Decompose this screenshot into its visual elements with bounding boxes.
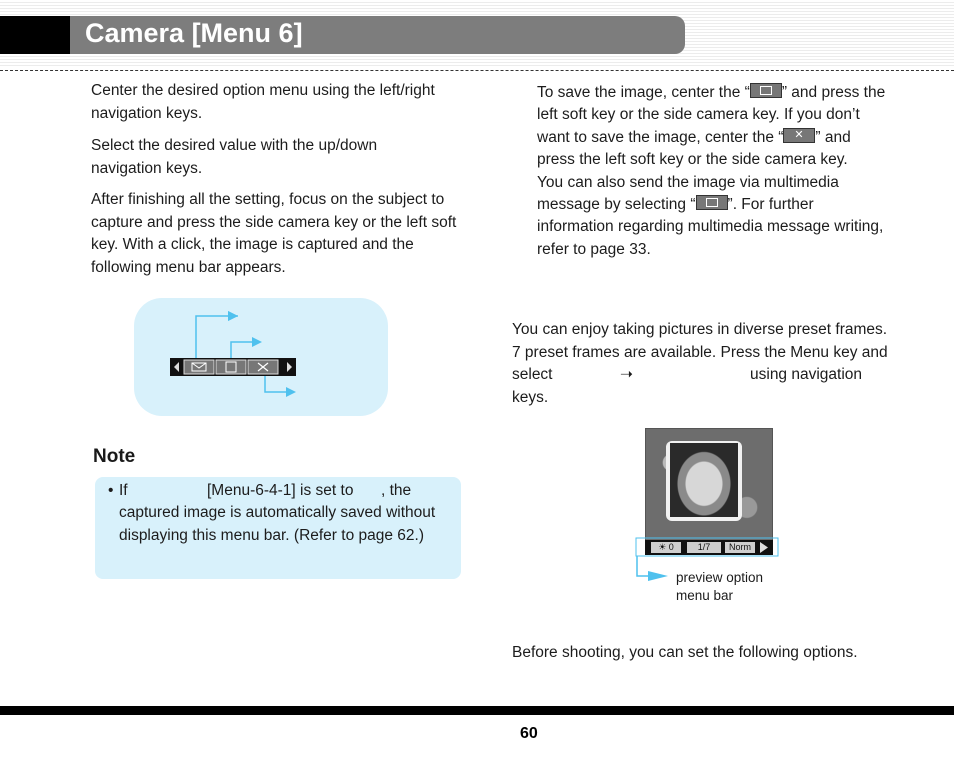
frames-line-4: keys. xyxy=(512,389,549,406)
frames-nav: using navigation xyxy=(750,366,863,383)
footer-bar xyxy=(0,706,954,715)
note-if: If xyxy=(119,482,128,499)
save-line-2: left soft key or the side camera key. If you don’t xyxy=(537,106,860,123)
save-line-1: To save the image, center the “ ” and press the xyxy=(537,84,886,101)
frames-arrow: ➝ xyxy=(620,366,633,383)
brightness-option: ☀ 0 xyxy=(651,542,681,553)
title-bar xyxy=(70,16,685,54)
note-title: Note xyxy=(93,446,136,467)
save-line-3: want to save the image, center the “ ✕ ” and xyxy=(537,129,851,146)
preview-photo xyxy=(670,443,738,517)
save-line-7: information regarding multimedia message writing, xyxy=(537,218,884,235)
paragraph-capture: After finishing all the setting, focus on the subject to capture and press the side camera key or the left soft key. With a click, the image is captured and the following menu bar appears. xyxy=(91,191,457,276)
page-title: Camera [Menu 6] xyxy=(85,18,303,48)
note-menu-ref: [Menu-6-4-1] is set to xyxy=(207,482,354,499)
dashed-divider xyxy=(0,70,954,71)
note-bullet: • xyxy=(108,482,114,499)
note-body: captured image is automatically saved without displaying this menu bar. (Refer to page 62.) xyxy=(119,504,436,544)
preview-caption: preview option menu bar xyxy=(676,570,764,603)
frames-line-1: You can enjoy taking pictures in diverse preset frames. xyxy=(512,321,888,338)
save-line-8: refer to page 33. xyxy=(537,241,651,258)
message-icon xyxy=(696,195,728,210)
menu-bar-illustration xyxy=(134,298,388,416)
note-the: , the xyxy=(381,482,412,499)
page-number: 60 xyxy=(520,725,538,742)
frame-option: 1/7 xyxy=(687,542,721,553)
save-line-5: You can also send the image via multimedia xyxy=(537,174,839,191)
save-line-6: message by selecting “ ”. For further xyxy=(537,196,814,213)
frames-select: select xyxy=(512,366,553,383)
paragraph-navigate: Center the desired option menu using the left/right navigation keys. xyxy=(91,82,435,122)
before-shooting: Before shooting, you can set the following options. xyxy=(512,644,858,661)
quality-option: Norm xyxy=(725,542,755,553)
camera-preview-screen xyxy=(645,428,773,542)
save-icon xyxy=(750,83,782,98)
paragraph-select: Select the desired value with the up/down navigation keys. xyxy=(91,137,378,177)
menu-bar-diagram xyxy=(134,298,388,416)
cancel-icon: ✕ xyxy=(783,128,815,143)
save-line-4: press the left soft key or the side camera key. xyxy=(537,151,848,168)
title-black-block xyxy=(0,16,70,54)
frames-line-2: 7 preset frames are available. Press the Menu key and xyxy=(512,344,888,361)
